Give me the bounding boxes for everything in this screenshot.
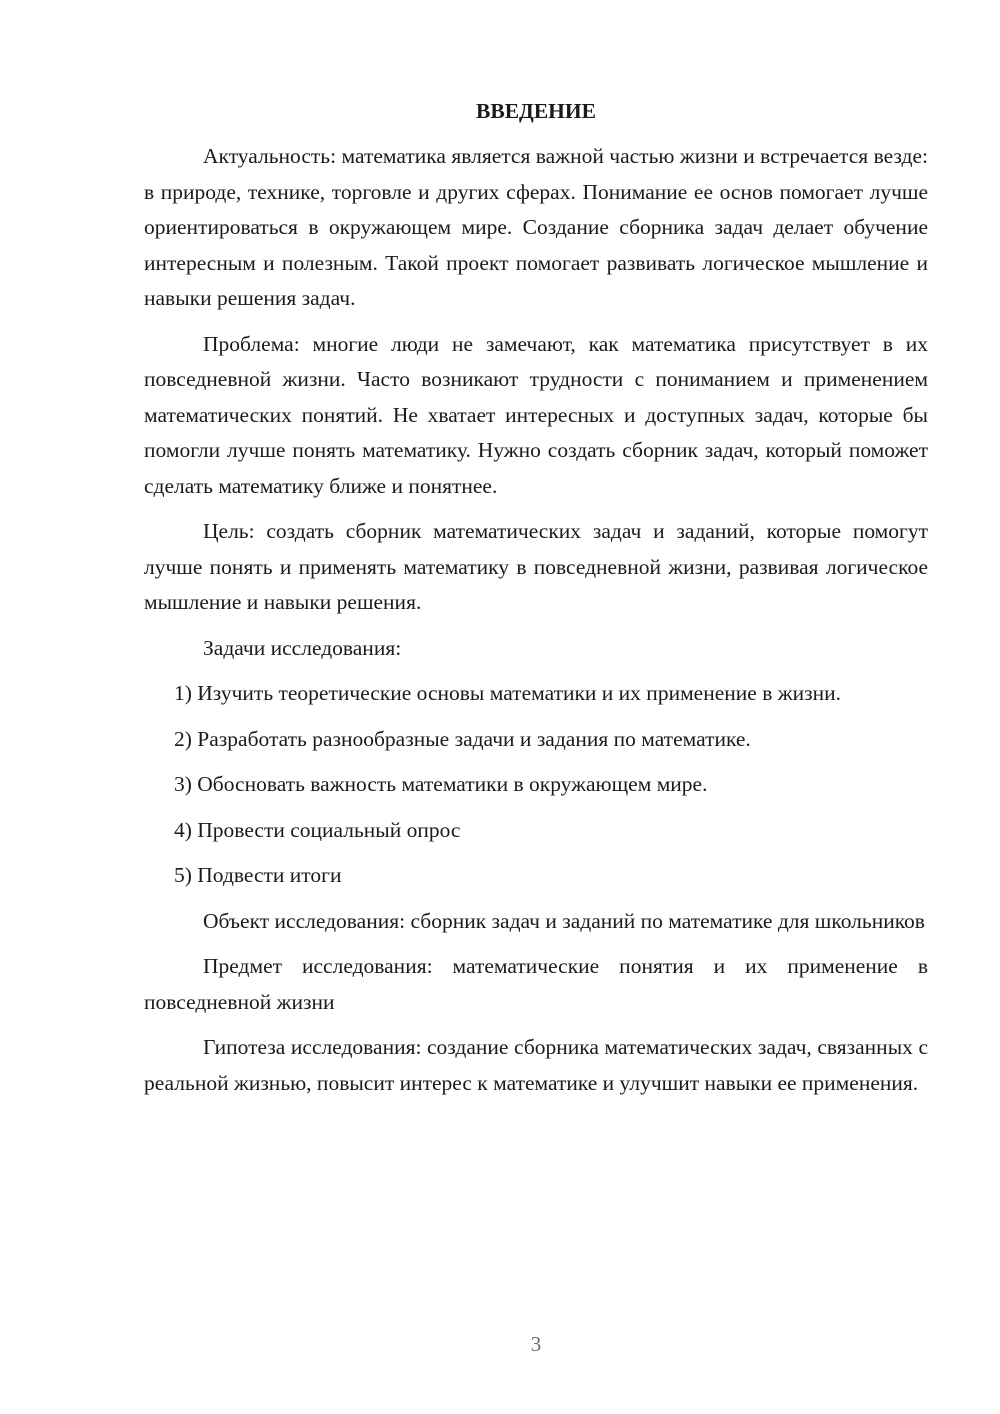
task-item: 4) Провести социальный опрос (174, 817, 461, 842)
task-item: 2) Разработать разнообразные задачи и задания по математике. (174, 726, 751, 751)
page-number: 3 (530, 1332, 542, 1356)
subject-paragraph: Предмет исследования: математические понятия и их применение в повседневной жизни (144, 954, 928, 1014)
task-item: 1) Изучить теоретические основы математики и их применение в жизни. (174, 681, 841, 705)
document-page (144, 92, 928, 1111)
problem-paragraph: Проблема: многие люди не замечают, как математика присутствует в их повседневной жизни. Часто возникают трудности с пониманием и применением математических понятий. Не хватает интересных и доступных задач, которые бы помогли лучше понять математику. Нужно создать сборник задач, который поможет сделать математику ближе и понятнее. (144, 331, 928, 498)
page-title: ВВЕДЕНИЕ (476, 99, 596, 123)
task-item: 3) Обосновать важность математики в окружающем мире. (174, 772, 708, 796)
task-item: 5) Подвести итоги (174, 863, 342, 887)
object-paragraph: Объект исследования: сборник задач и заданий по математике для школьников (203, 908, 925, 933)
tasks-heading: Задачи исследования: (203, 635, 402, 660)
hypothesis-paragraph: Гипотеза исследования: создание сборника математических задач, связанных с реальной жизнью, повысит интерес к математике и улучшит навыки ее применения. (144, 1035, 928, 1095)
relevance-paragraph: Актуальность: математика является важной частью жизни и встречается везде: в природе, технике, торговле и других сферах. Понимание ее основ помогает лучше ориентироваться в окружающем мире. Создание сборника задач делает обучение интересным и полезным. Такой проект помогает развивать логическое мышление и навыки решения задач. (144, 144, 928, 310)
goal-paragraph: Цель: создать сборник математических задач и заданий, которые помогут лучше понять и применять математику в повседневной жизни, развивая логическое мышление и навыки решения. (144, 519, 928, 614)
